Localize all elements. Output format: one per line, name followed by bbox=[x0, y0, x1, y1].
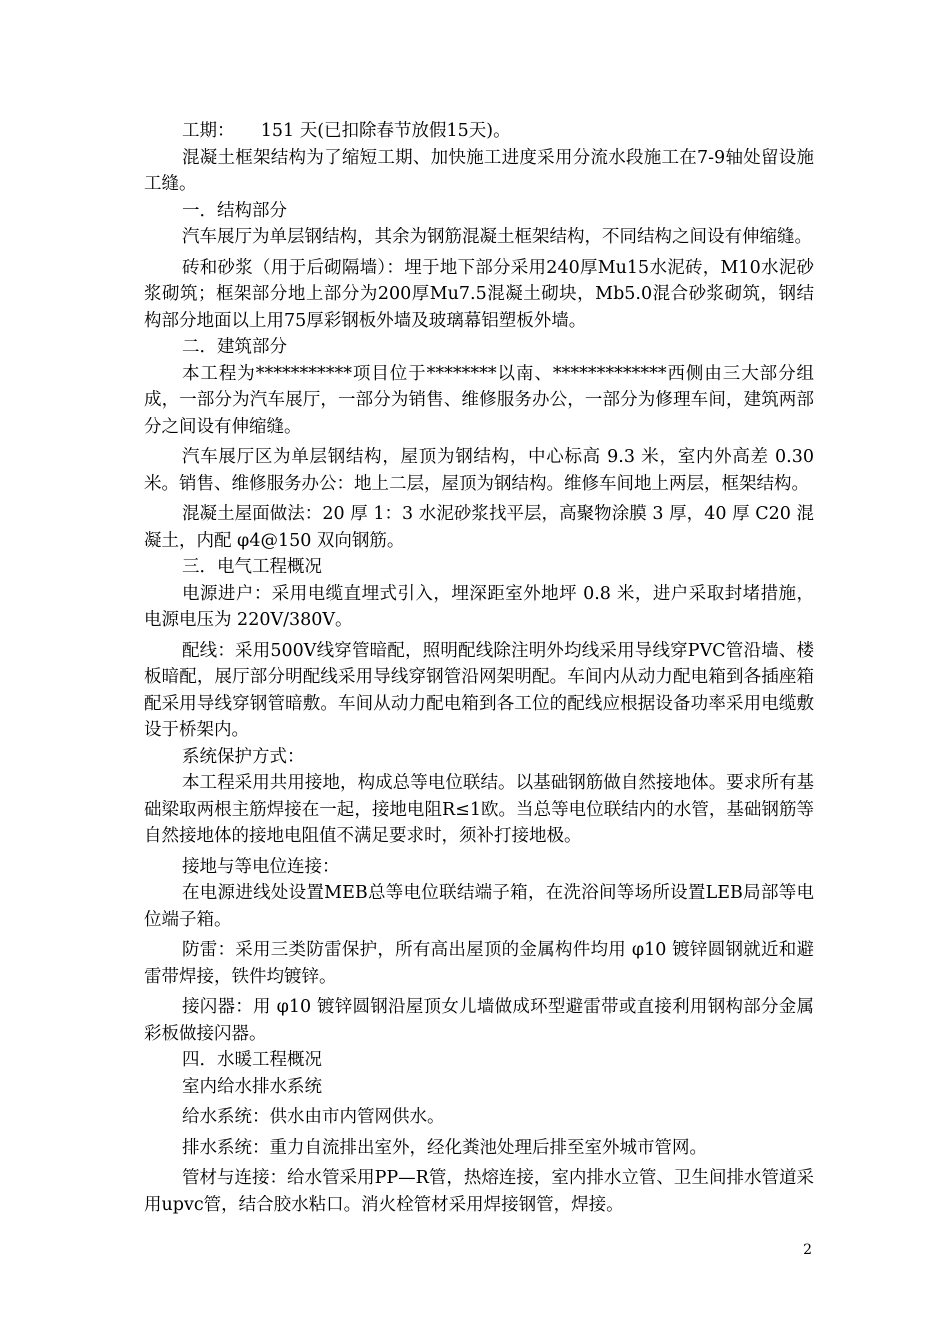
paragraph-bonding-heading: 接地与等电位连接： bbox=[182, 856, 340, 877]
section-heading-architecture: 二．建筑部分 bbox=[182, 337, 287, 357]
section-heading-structure: 一．结构部分 bbox=[182, 200, 287, 221]
paragraph-roof: 混凝土屋面做法：20 厚 1：3 水泥砂浆找平层，高聚物涂膜 3 厚，40 厚 C20 混凝土，内配 φ4@150 双向钢筋。 bbox=[144, 504, 814, 551]
paragraph-bonding: 在电源进线处设置MEB总等电位联结端子箱，在洗浴间等场所设置LEB局部等电位端子箱。 bbox=[144, 883, 814, 930]
paragraph-wiring: 配线：采用500V线穿管暗配，照明配线除注明外均线采用导线穿PVC管沿墙、楼板暗配，展厅部分明配线采用导线穿钢管沿网架明配。车间内从动力配电箱到各插座箱配采用导线穿钢管暗敷。车间从动力配电箱到各工位的配线应根据设备功率采用电缆敷设于桥架内。 bbox=[144, 640, 814, 740]
paragraph-water-supply: 给水系统：供水由市内管网供水。 bbox=[182, 1107, 445, 1127]
paragraph-project-location: 本工程为***********项目位于********以南、*************西侧由三大部分组成，一部分为汽车展厅，一部分为销售、维修服务办公，一部分为修理车间，建筑两部分之间设有伸缩缝。 bbox=[144, 363, 814, 437]
paragraph-drainage: 排水系统：重力自流排出室外，经化粪池处理后排至室外城市管网。 bbox=[182, 1137, 707, 1158]
paragraph-water-system-heading: 室内给水排水系统 bbox=[182, 1076, 322, 1097]
document-body bbox=[144, 118, 814, 1218]
paragraph-construction-joint: 混凝土框架结构为了缩短工期、加快施工进度采用分流水段施工在7-9轴处留设施工缝。 bbox=[144, 147, 814, 194]
paragraph-masonry: 砖和砂浆（用于后砌隔墙）：埋于地下部分采用240厚Mu15水泥砖，M10水泥砂浆砌筑；框架部分地上部分为200厚Mu7.5混凝土砌块，Mb5.0混合砂浆砌筑，钢结构部分地面以上用75厚彩钢板外墙及玻璃幕铝塑板外墙。 bbox=[144, 257, 814, 331]
paragraph-protection-heading: 系统保护方式： bbox=[182, 746, 305, 767]
schedule-line: 工期： 151 天(已扣除春节放假15天)。 bbox=[182, 121, 511, 141]
paragraph-air-terminal: 接闪器：用 φ10 镀锌圆钢沿屋顶女儿墙做成环型避雷带或直接利用钢构部分金属彩板做接闪器。 bbox=[144, 997, 814, 1044]
paragraph-lightning: 防雷：采用三类防雷保护，所有高出屋顶的金属构件均用 φ10 镀锌圆钢就近和避雷带焊接，铁件均镀锌。 bbox=[144, 940, 814, 987]
section-heading-electrical: 三．电气工程概况 bbox=[182, 557, 322, 577]
paragraph-pipe-materials: 管材与连接：给水管采用PP—R管，热熔连接，室内排水立管、卫生间排水管道采用upvc管，结合胶水粘口。消火栓管材采用焊接钢管，焊接。 bbox=[144, 1168, 814, 1215]
paragraph-grounding: 本工程采用共用接地，构成总等电位联结。以基础钢筋做自然接地体。要求所有基础梁取两根主筋焊接在一起，接地电阻R≤1欧。当总等电位联结内的水管，基础钢筋等自然接地体的接地电阻值不满足要求时，须补打接地极。 bbox=[144, 773, 814, 846]
paragraph-showroom: 汽车展厅区为单层钢结构，屋顶为钢结构，中心标高 9.3 米，室内外高差 0.30 米。销售、维修服务办公：地上二层，屋顶为钢结构。维修车间地上两层，框架结构。 bbox=[144, 447, 814, 494]
paragraph-power-entry: 电源进户：采用电缆直埋式引入，埋深距室外地坪 0.8 米，进户采取封堵措施，电源电压为 220V/380V。 bbox=[144, 583, 814, 630]
section-heading-plumbing: 四．水暖工程概况 bbox=[182, 1050, 322, 1070]
paragraph-structure-type: 汽车展厅为单层钢结构，其余为钢筋混凝土框架结构，不同结构之间设有伸缩缝。 bbox=[182, 227, 812, 247]
page-number: 2 bbox=[803, 1242, 812, 1258]
